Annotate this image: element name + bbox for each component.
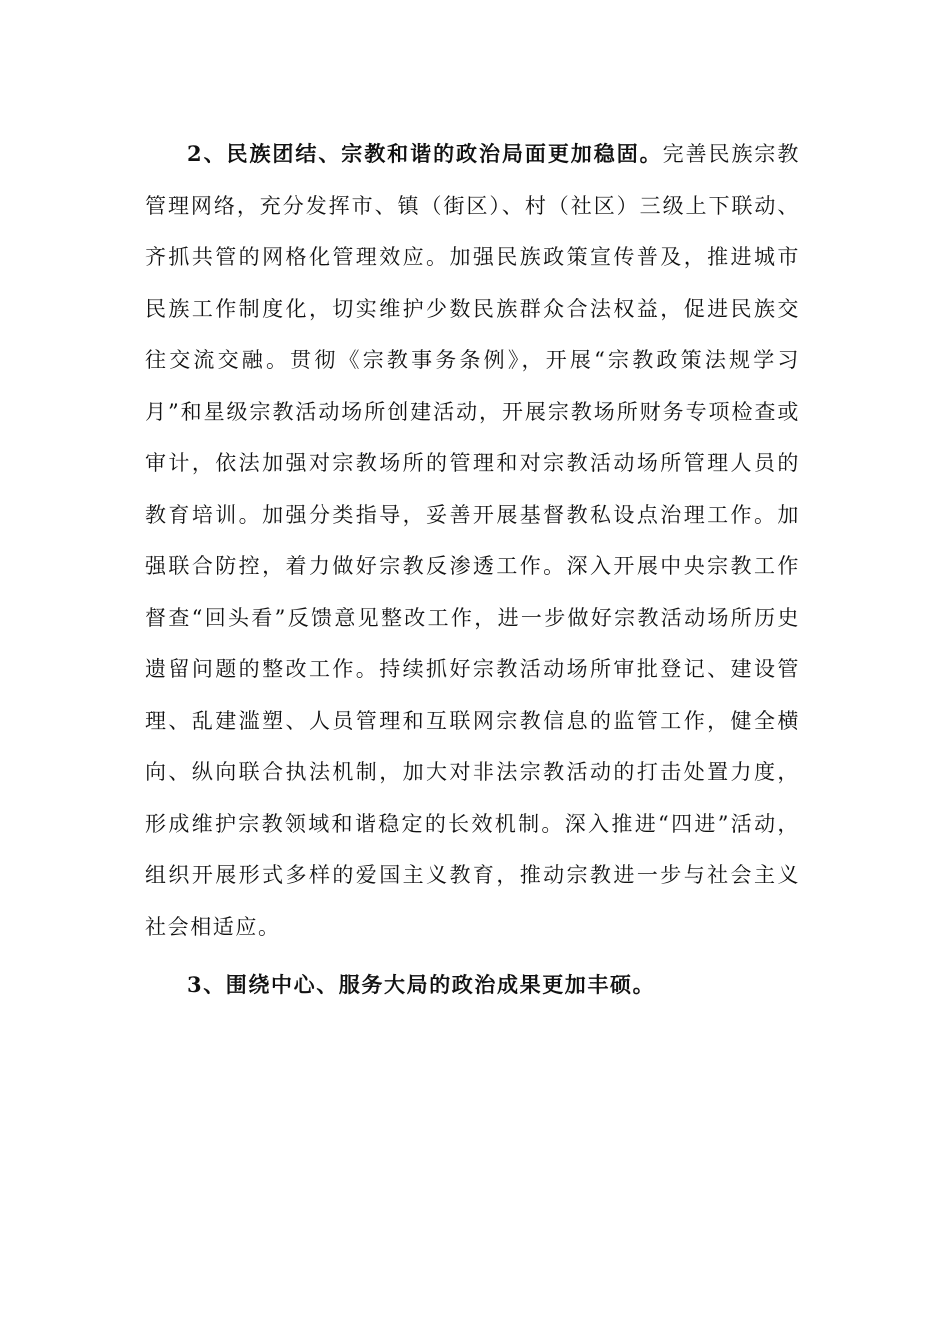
paragraph-section-3 [145,959,800,1012]
section-2-heading: 2、民族团结、宗教和谐的政治局面更加稳固。 [187,141,663,166]
section-3-heading: 3、围绕中心、服务大局的政治成果更加丰硕。 [187,972,656,997]
section-2-body: 完善民族宗教管理网络，充分发挥市、镇（街区）、村（社区）三级上下联动、齐抓共管的网格化管理效应。加强民族政策宣传普及，推进城市民族工作制度化，切实维护少数民族群众合法权益，促进民族交往交流交融。贯彻《宗教事务条例》，开展“宗教政策法规学习月”和星级宗教活动场所创建活动，开展宗教场所财务专项检查或审计，依法加强对宗教场所的管理和对宗教活动场所管理人员的教育培训。加强分类指导，妥善开展基督教私设点治理工作。加强联合防控，着力做好宗教反渗透工作。深入开展中央宗教工作督查“回头看”反馈意见整改工作，进一步做好宗教活动场所历史遗留问题的整改工作。持续抓好宗教活动场所审批登记、建设管理、乱建滥塑、人员管理和互联网宗教信息的监管工作，健全横向、纵向联合执法机制，加大对非法宗教活动的打击处置力度，形成维护宗教领域和谐稳定的长效机制。深入推进“四进”活动，组织开展形式多样的爱国主义教育，推动宗教进一步与社会主义社会相适应。 [145,142,800,939]
paragraph-section-2 [145,128,800,953]
document-body [145,128,800,1012]
